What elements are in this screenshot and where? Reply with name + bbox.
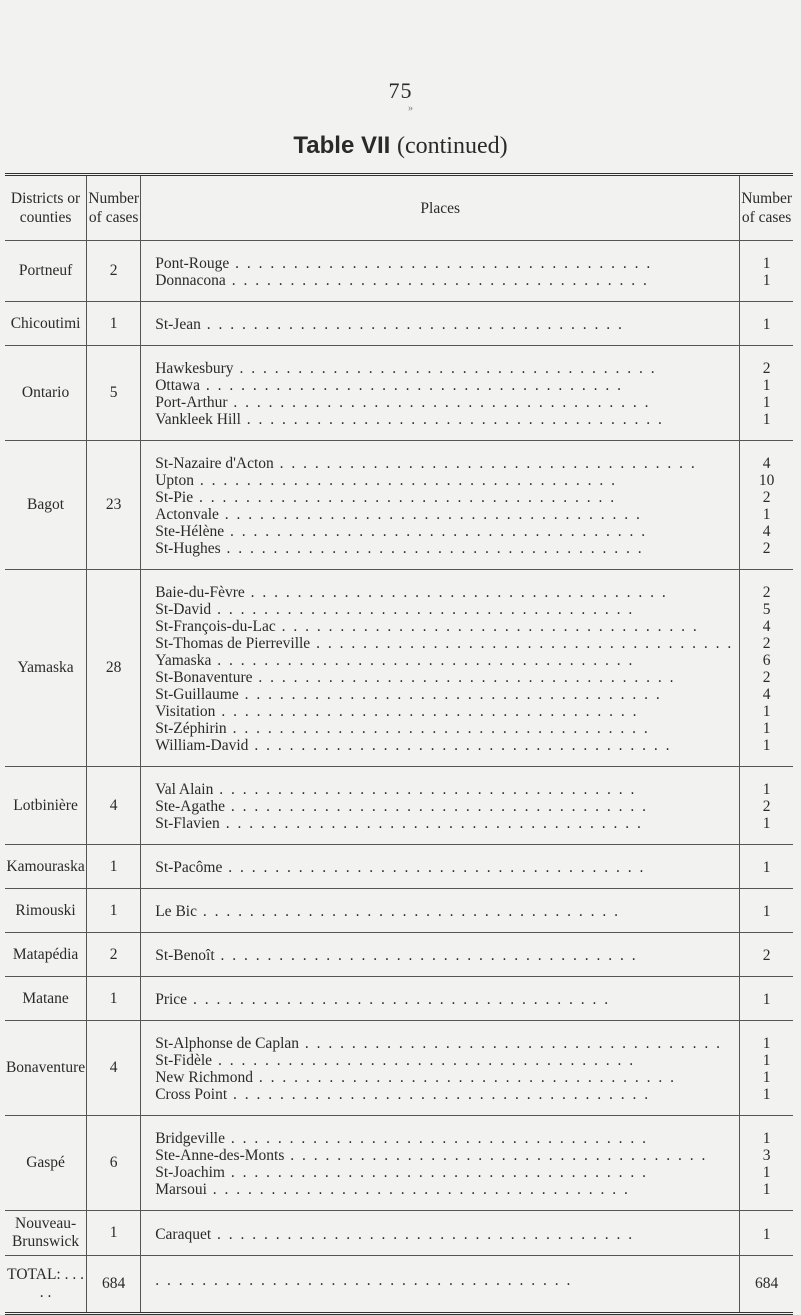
total-label: TOTAL: <box>7 1266 61 1283</box>
district-cases: 1 <box>87 977 141 1021</box>
place-line <box>155 1052 733 1069</box>
place-count: 2 <box>762 635 771 652</box>
place-line <box>155 1069 733 1086</box>
district-name: Ontario <box>5 346 87 441</box>
leader-dots: . . . . . . . . . . . . . . . . . . . . . . . . . . . . . . . . . . . . <box>240 411 664 428</box>
district-name: Chicoutimi <box>5 302 87 346</box>
leader-dots: . . . . . . . . . . . . . . . . . . . . . . . . . . . . . . . . . . . . <box>233 360 657 377</box>
leader-dots: . . . . . . . . . . . . . . . . . . . . . . . . . . . . . . . . . . . . <box>252 669 676 686</box>
place-line <box>155 1226 733 1243</box>
leader-dots: . . . . . . . . . . . . . . . . . . . . . . . . . . . . . . . . . . . . <box>193 489 617 506</box>
place-count: 2 <box>762 540 771 557</box>
place-line <box>155 991 733 1008</box>
total-place-cases: 684 <box>740 1256 793 1314</box>
leader-dots: . . . . . . . . . . . . . . . . . . . . . . . . . . . . . . . . . . . . <box>222 859 646 876</box>
leader-dots: . . . . . . . . . . . . . . . . . . . . . . . . . . . . . . . . . . . . <box>252 1069 676 1086</box>
place-line <box>155 1147 733 1164</box>
table-row <box>5 570 793 767</box>
place-line <box>155 903 733 920</box>
page-number: 75 <box>388 78 413 103</box>
place-name: Vankleek Hill <box>155 411 241 428</box>
district-name: Lotbinière <box>5 767 87 845</box>
leader-dots: . . . . . . . . . . . . . . . . . . . . . . . . . . . . . . . . . . . . <box>196 903 620 920</box>
place-count: 1 <box>762 859 771 876</box>
place-count: 2 <box>762 360 771 377</box>
leader-dots: . . . . . . . . . . . . . . . . . . . . . . . . . . . . . . . . . . . . <box>211 601 635 618</box>
leader-dots: . . . . . . . . . . . . . . . . . . . . . . . . . . . . . . . . . . . . <box>229 255 653 272</box>
place-line <box>155 255 733 272</box>
place-name: St-Benoît <box>155 947 215 964</box>
table-row <box>5 889 793 933</box>
place-count: 2 <box>762 489 771 506</box>
leader-dots: . . . . . . . . . . . . . . . . . . . . . . . . . . . . . . . . . . . . <box>155 1271 573 1289</box>
leader-dots: . . . . . . . . . . . . . . . . . . . . . . . . . . . . . . . . . . . . <box>219 815 643 832</box>
place-name: St-Hughes <box>155 540 221 557</box>
table-row <box>5 1211 793 1256</box>
places-cell <box>141 241 740 302</box>
leader-dots: . . . . . . . . . . . . . . . . . . . . . . . . . . . . . . . . . . . . <box>224 798 648 815</box>
district-cases: 1 <box>87 1211 141 1256</box>
place-line <box>155 1164 733 1181</box>
counts-cell <box>740 441 793 570</box>
place-count: 1 <box>762 903 771 920</box>
place-line <box>155 669 733 686</box>
total-places-cell <box>141 1256 740 1314</box>
leader-dots: . . . . . . . . . . . . . . . . . . . . . . . . . . . . . . . . . . . . <box>284 1147 708 1164</box>
place-count: 1 <box>762 506 771 523</box>
place-name: St-Flavien <box>155 815 220 832</box>
place-count: 4 <box>762 523 771 540</box>
place-count: 1 <box>762 272 771 289</box>
counts-cell <box>740 767 793 845</box>
total-label-cell <box>5 1256 87 1314</box>
place-count: 2 <box>762 947 771 964</box>
district-name: Bonaventure <box>5 1021 87 1116</box>
place-count: 1 <box>762 991 771 1008</box>
district-name: Matapédia <box>5 933 87 977</box>
counts-cell <box>740 933 793 977</box>
leader-dots: . . . . . <box>39 1266 84 1301</box>
place-count: 1 <box>762 737 771 754</box>
place-name: Cross Point <box>155 1086 228 1103</box>
header-cases: Number of cases <box>87 175 141 241</box>
cases-table <box>5 173 793 1315</box>
place-count: 1 <box>762 1164 771 1181</box>
table-row <box>5 977 793 1021</box>
table-row <box>5 441 793 570</box>
leader-dots: . . . . . . . . . . . . . . . . . . . . . . . . . . . . . . . . . . . . <box>211 652 635 669</box>
place-count: 10 <box>758 472 775 489</box>
place-count: 1 <box>762 720 771 737</box>
place-line <box>155 472 733 489</box>
place-name: St-Pacôme <box>155 859 223 876</box>
place-line <box>155 703 733 720</box>
district-name: Nouveau-Brunswick <box>5 1211 87 1256</box>
place-line <box>155 652 733 669</box>
place-line <box>155 1130 733 1147</box>
total-row <box>5 1256 793 1314</box>
leader-dots: . . . . . . . . . . . . . . . . . . . . . . . . . . . . . . . . . . . . <box>244 584 668 601</box>
place-line <box>155 859 733 876</box>
table-row <box>5 933 793 977</box>
counts-cell <box>740 346 793 441</box>
places-cell <box>141 933 740 977</box>
counts-cell <box>740 1021 793 1116</box>
place-name: Pont-Rouge <box>155 255 230 272</box>
district-cases: 1 <box>87 302 141 346</box>
places-cell <box>141 1021 740 1116</box>
leader-dots: . . . . . . . . . . . . . . . . . . . . . . . . . . . . . . . . . . . . <box>206 1181 630 1198</box>
place-count: 1 <box>762 703 771 720</box>
place-name: Ottawa <box>155 377 200 394</box>
place-count: 2 <box>762 584 771 601</box>
leader-dots: . . . . . . . . . . . . . . . . . . . . . . . . . . . . . . . . . . . . <box>273 455 697 472</box>
table-row <box>5 302 793 346</box>
place-line <box>155 506 733 523</box>
places-cell <box>141 1211 740 1256</box>
place-line <box>155 360 733 377</box>
place-name: New Richmond <box>155 1069 253 1086</box>
place-name: St-François-du-Lac <box>155 618 276 635</box>
district-cases: 4 <box>87 1021 141 1116</box>
place-name: St-Nazaire d'Acton <box>155 455 274 472</box>
place-name: Ste-Agathe <box>155 798 225 815</box>
places-cell <box>141 302 740 346</box>
places-cell <box>141 889 740 933</box>
district-cases: 1 <box>87 889 141 933</box>
place-name: Hawkesbury <box>155 360 234 377</box>
place-name: Ste-Hélène <box>155 523 225 540</box>
place-name: St-Fidèle <box>155 1052 213 1069</box>
place-line <box>155 1181 733 1198</box>
place-count: 2 <box>762 669 771 686</box>
table-title-rest: (continued) <box>396 133 508 159</box>
leader-dots: . . . . . . . . . . . . . . . . . . . . . . . . . . . . . . . . . . . . <box>227 1086 651 1103</box>
place-name: Baie-du-Fèvre <box>155 584 245 601</box>
place-name: St-Alphonse de Caplan <box>155 1035 300 1052</box>
place-line <box>155 601 733 618</box>
place-name: St-Jean <box>155 316 201 333</box>
place-count: 5 <box>762 601 771 618</box>
district-name: Yamaska <box>5 570 87 767</box>
district-cases: 6 <box>87 1116 141 1211</box>
place-line <box>155 737 733 754</box>
place-line <box>155 947 733 964</box>
district-cases: 28 <box>87 570 141 767</box>
leader-dots: . . . . . . . . . . . . . . . . . . . . . . . . . . . . . . . . . . . . <box>299 1035 723 1052</box>
place-line <box>155 377 733 394</box>
district-cases: 2 <box>87 933 141 977</box>
header-district: Districts or counties <box>5 175 87 241</box>
table-row <box>5 767 793 845</box>
leader-dots: . . . . . . . . . . . . . . . . . . . . . . . . . . . . . . . . . . . . <box>248 737 672 754</box>
leader-dots: . . . . . . . . . . . . . . . . . . . . . . . . . . . . . . . . . . . . <box>193 472 617 489</box>
leader-dots: . . . . . . . . . . . . . . . . . . . . . . . . . . . . . . . . . . . . <box>212 1052 636 1069</box>
leader-dots: . . . . . . . . . . . . . . . . . . . . . . . . . . . . . . . . . . . . <box>226 720 650 737</box>
place-count: 1 <box>762 1181 771 1198</box>
places-cell <box>141 977 740 1021</box>
table-title-bold: Table VII <box>293 132 391 159</box>
table-row <box>5 241 793 302</box>
place-name: Val Alain <box>155 781 214 798</box>
leader-dots: . . . . . . . . . . . . . . . . . . . . . . . . . . . . . . . . . . . . <box>213 781 637 798</box>
places-cell <box>141 570 740 767</box>
place-line <box>155 584 733 601</box>
place-name: Donnacona <box>155 272 226 289</box>
district-name: Bagot <box>5 441 87 570</box>
page-mark: » <box>408 103 413 114</box>
counts-cell <box>740 889 793 933</box>
place-name: St-David <box>155 601 212 618</box>
table-row <box>5 346 793 441</box>
place-count: 4 <box>762 455 771 472</box>
district-cases: 2 <box>87 241 141 302</box>
place-count: 1 <box>762 815 771 832</box>
place-count: 1 <box>762 1052 771 1069</box>
place-line <box>155 1086 733 1103</box>
place-line <box>155 455 733 472</box>
place-count: 3 <box>762 1147 771 1164</box>
place-line <box>155 316 733 333</box>
place-count: 1 <box>762 394 771 411</box>
table-row <box>5 1021 793 1116</box>
leader-dots: . . . . . . . . . . . . . . . . . . . . . . . . . . . . . . . . . . . . <box>187 991 611 1008</box>
place-name: Caraquet <box>155 1225 212 1243</box>
place-count: 2 <box>762 798 771 815</box>
counts-cell <box>740 302 793 346</box>
place-name: Upton <box>155 472 194 489</box>
place-line <box>155 394 733 411</box>
place-name: Bridgeville <box>155 1130 225 1147</box>
places-cell <box>141 767 740 845</box>
leader-dots: . . . . . . . . . . . . . . . . . . . . . . . . . . . . . . . . . . . . <box>211 1225 635 1243</box>
place-name: Actonvale <box>155 506 219 523</box>
table-body <box>5 241 793 1314</box>
place-count: 1 <box>762 1225 771 1243</box>
leader-dots: . . . . . . . . . . . . . . . . . . . . . . . . . . . . . . . . . . . . <box>227 394 651 411</box>
leader-dots: . . . . . . . . . . . . . . . . . . . . . . . . . . . . . . . . . . . . <box>200 316 624 333</box>
place-line <box>155 635 733 652</box>
places-cell <box>141 1116 740 1211</box>
district-name: Kamouraska <box>5 845 87 889</box>
leader-dots: . . . . . . . . . . . . . . . . . . . . . . . . . . . . . . . . . . . . <box>275 618 699 635</box>
places-cell <box>141 441 740 570</box>
leader-dots: . . . . . . . . . . . . . . . . . . . . . . . . . . . . . . . . . . . . <box>224 1130 648 1147</box>
leader-dots: . . . . . . . . . . . . . . . . . . . . . . . . . . . . . . . . . . . . <box>214 947 638 964</box>
place-line <box>155 720 733 737</box>
place-line <box>155 523 733 540</box>
place-count: 1 <box>762 1086 771 1103</box>
place-line <box>155 1035 733 1052</box>
place-line <box>155 489 733 506</box>
counts-cell <box>740 241 793 302</box>
place-count: 1 <box>762 377 771 394</box>
place-name: St-Joachim <box>155 1164 225 1181</box>
counts-cell <box>740 1116 793 1211</box>
place-name: Marsoui <box>155 1181 207 1198</box>
place-line <box>155 272 733 289</box>
place-name: Yamaska <box>155 652 212 669</box>
place-name: St-Guillaume <box>155 686 239 703</box>
counts-cell <box>740 845 793 889</box>
district-name: Gaspé <box>5 1116 87 1211</box>
place-name: Port-Arthur <box>155 394 228 411</box>
district-cases: 4 <box>87 767 141 845</box>
place-count: 1 <box>762 255 771 272</box>
place-count: 6 <box>762 652 771 669</box>
counts-cell <box>740 1211 793 1256</box>
header-row <box>5 175 793 241</box>
place-count: 1 <box>762 316 771 333</box>
counts-cell <box>740 977 793 1021</box>
district-name: Portneuf <box>5 241 87 302</box>
leader-dots: . . . . . . . . . . . . . . . . . . . . . . . . . . . . . . . . . . . . <box>224 1164 648 1181</box>
district-cases: 23 <box>87 441 141 570</box>
counts-cell <box>740 570 793 767</box>
place-name: St-Pie <box>155 489 194 506</box>
place-name: St-Thomas de Pierreville <box>155 635 311 652</box>
place-line <box>155 411 733 428</box>
place-count: 1 <box>762 411 771 428</box>
place-name: Le Bic <box>155 903 197 920</box>
district-cases: 5 <box>87 346 141 441</box>
table-title <box>0 132 801 160</box>
place-line <box>155 686 733 703</box>
table-row <box>5 1116 793 1211</box>
header-places: Places <box>141 175 740 241</box>
header-place-cases: Number of cases <box>740 175 793 241</box>
place-line <box>155 798 733 815</box>
places-cell <box>141 346 740 441</box>
leader-dots: . . . . . . . . . . . . . . . . . . . . . . . . . . . . . . . . . . . . <box>220 540 644 557</box>
place-line <box>155 815 733 832</box>
district-name: Rimouski <box>5 889 87 933</box>
place-count: 4 <box>762 686 771 703</box>
leader-dots: . . . . . . . . . . . . . . . . . . . . . . . . . . . . . . . . . . . . <box>218 506 642 523</box>
place-name: Ste-Anne-des-Monts <box>155 1147 285 1164</box>
place-name: St-Zéphirin <box>155 720 227 737</box>
leader-dots: . . . . . . . . . . . . . . . . . . . . . . . . . . . . . . . . . . . . <box>199 377 623 394</box>
leader-dots: . . . . . . . . . . . . . . . . . . . . . . . . . . . . . . . . . . . . <box>215 703 639 720</box>
place-name: William-David <box>155 737 249 754</box>
district-name: Matane <box>5 977 87 1021</box>
table-row <box>5 845 793 889</box>
place-count: 1 <box>762 1130 771 1147</box>
place-line <box>155 618 733 635</box>
place-count: 1 <box>762 1035 771 1052</box>
place-count: 1 <box>762 1069 771 1086</box>
place-line <box>155 540 733 557</box>
place-name: Price <box>155 991 188 1008</box>
places-cell <box>141 845 740 889</box>
leader-dots: . . . . . . . . . . . . . . . . . . . . . . . . . . . . . . . . . . . . <box>224 523 648 540</box>
district-cases: 1 <box>87 845 141 889</box>
leader-dots: . . . . . . . . . . . . . . . . . . . . . . . . . . . . . . . . . . . . <box>225 272 649 289</box>
total-cases: 684 <box>87 1256 141 1314</box>
place-name: Visitation <box>155 703 216 720</box>
place-line <box>155 781 733 798</box>
place-name: St-Bonaventure <box>155 669 253 686</box>
place-count: 1 <box>762 781 771 798</box>
leader-dots: . . . . . . . . . . . . . . . . . . . . . . . . . . . . . . . . . . . . <box>310 635 734 652</box>
place-count: 4 <box>762 618 771 635</box>
leader-dots: . . . . . . . . . . . . . . . . . . . . . . . . . . . . . . . . . . . . <box>238 686 662 703</box>
